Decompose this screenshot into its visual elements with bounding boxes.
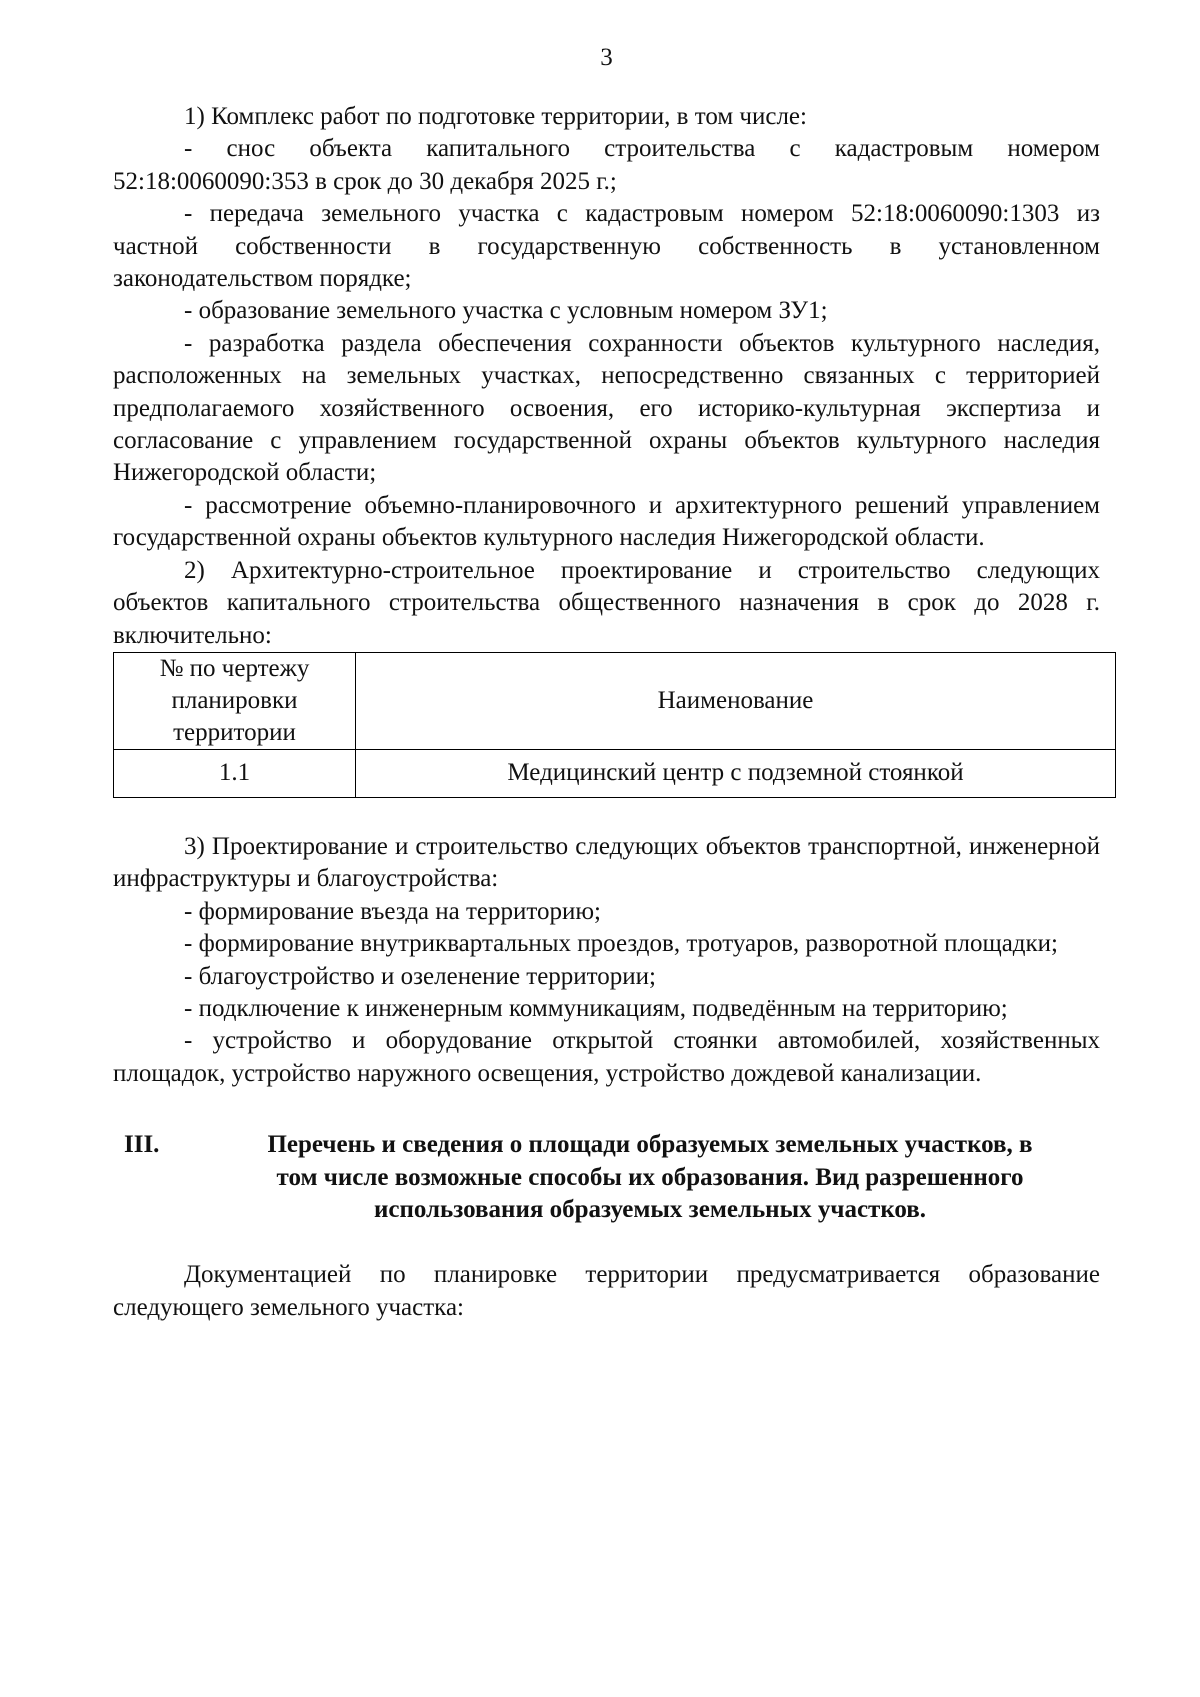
table-header-number-line: планировки bbox=[171, 686, 298, 714]
paragraph: - формирование внутриквартальных проездов, тротуаров, разворотной площадки; bbox=[184, 930, 1058, 958]
paragraphs-bottom bbox=[113, 1259, 1100, 1324]
paragraph: - подключение к инженерным коммуникациям, подведённым на территорию; bbox=[184, 994, 1008, 1022]
objects-table bbox=[113, 652, 1116, 798]
section-title-line: использования образуемых земельных участков. bbox=[373, 1195, 927, 1223]
table-header-number bbox=[114, 652, 356, 749]
paragraph: 1) Комплекс работ по подготовке территории, в том числе: bbox=[184, 103, 807, 130]
paragraph: 2) Архитектурно-строительное проектирование и строительство следующих объектов капитального строительства общественного назначения в срок до 2028 г. включительно: bbox=[113, 556, 1100, 649]
section-title-line: Перечень и сведения о площади образуемых земельных участков, в bbox=[267, 1131, 1033, 1159]
paragraph: - рассмотрение объемно-планировочного и архитектурного решений управлением государственной охраны объектов культурного наследия Нижегородской области. bbox=[113, 491, 1100, 552]
document-body bbox=[113, 101, 1100, 1324]
paragraph: - передача земельного участка с кадастровым номером 52:18:0060090:1303 из частной собственности в государственную собственность в установленном законодательством порядке; bbox=[113, 200, 1100, 293]
section-title-line: том числе возможные способы их образования. Вид разрешенного bbox=[276, 1163, 1024, 1191]
table-cell-number: 1.1 bbox=[114, 749, 356, 797]
paragraph: - образование земельного участка с условным номером ЗУ1; bbox=[184, 297, 828, 325]
paragraph: Документацией по планировке территории предусматривается образование следующего земельного участка: bbox=[113, 1261, 1100, 1321]
table-row bbox=[114, 749, 1116, 797]
paragraph: - снос объекта капитального строительства с кадастровым номером 52:18:0060090:353 в срок до 30 декабря 2025 г.; bbox=[113, 135, 1100, 195]
paragraph: 3) Проектирование и строительство следующих объектов транспортной, инженерной инфраструктуры и благоустройства: bbox=[113, 832, 1100, 893]
paragraph: - благоустройство и озеленение территории; bbox=[184, 962, 656, 990]
paragraph: - формирование въезда на территорию; bbox=[184, 897, 601, 925]
paragraph: - устройство и оборудование открытой стоянки автомобилей, хозяйственных площадок, устройство наружного освещения, устройство дождевой канализации. bbox=[113, 1027, 1100, 1087]
paragraph: - разработка раздела обеспечения сохранности объектов культурного наследия, расположенных на земельных участках, непосредственно связанных с территорией предполагаемого хозяйственного освоения, его историко-культурная экспертиза и согласование с управлением государственной охраны объектов культурного наследия Нижегородской области; bbox=[113, 329, 1100, 487]
table-header-row bbox=[114, 652, 1116, 749]
table-header-number-line: № по чертежу bbox=[159, 654, 310, 682]
section-number: III. bbox=[124, 1131, 160, 1159]
table-header-name: Наименование bbox=[356, 652, 1116, 749]
table-header-number-line: территории bbox=[173, 718, 296, 746]
table-cell-name: Медицинский центр с подземной стоянкой bbox=[356, 749, 1116, 797]
section-title bbox=[210, 1129, 1090, 1226]
page-number: 3 bbox=[600, 44, 613, 71]
section-heading bbox=[113, 1129, 1100, 1226]
paragraphs-middle bbox=[113, 831, 1100, 1090]
paragraphs-top bbox=[113, 101, 1100, 652]
